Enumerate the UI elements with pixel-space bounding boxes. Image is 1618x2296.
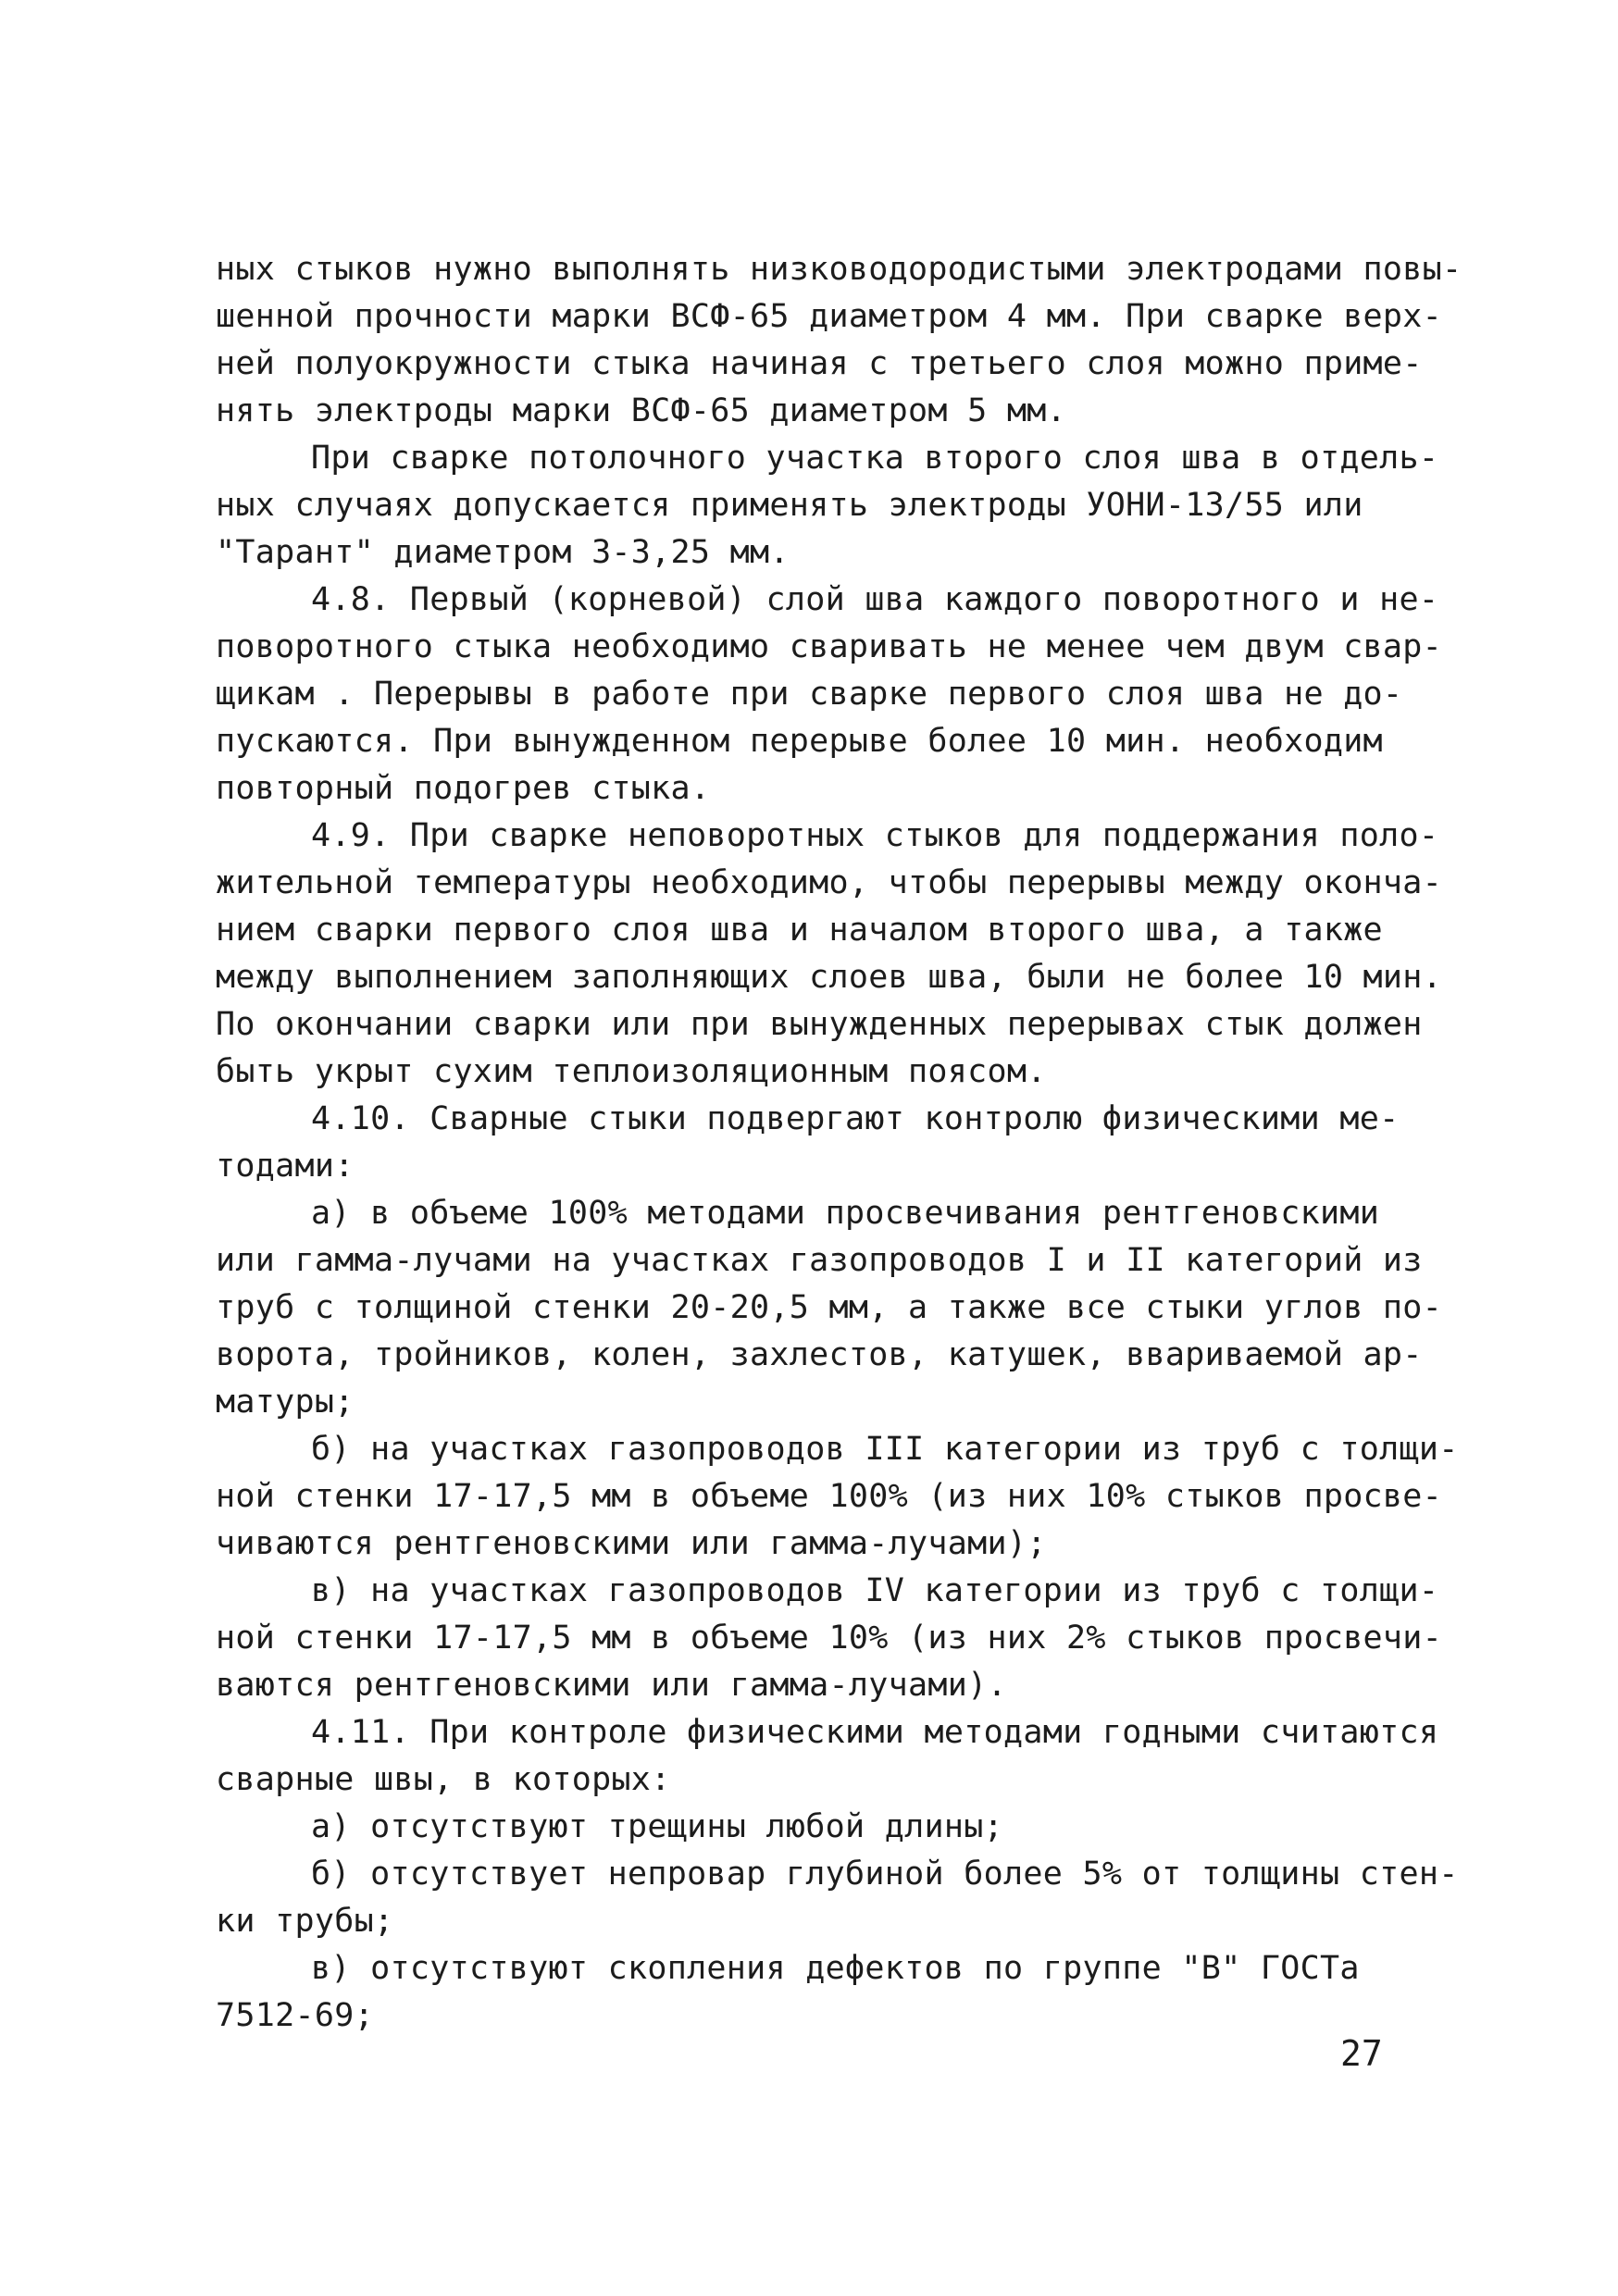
text-line: 4.9. При сварке неповоротных стыков для поддержания поло-	[311, 817, 1439, 854]
text-line: поворотного стыка необходимо сваривать не менее чем двум свар-	[216, 628, 1443, 665]
text-line: ворота, тройников, колен, захлестов, катушек, ввариваемой ар-	[216, 1336, 1423, 1373]
text-line: а) отсутствуют трещины любой длины;	[311, 1808, 1004, 1845]
text-line: щикам . Перерывы в работе при сварке первого слоя шва не до-	[216, 676, 1403, 713]
text-line: а) в объеме 100% методами просвечивания рентгеновскими	[311, 1195, 1380, 1232]
text-line: 4.8. Первый (корневой) слой шва каждого поворотного и не-	[311, 581, 1439, 618]
text-line: нием сварки первого слоя шва и началом второго шва, а также	[216, 912, 1383, 949]
text-line: По окончании сварки или при вынужденных перерывах стык должен	[216, 1006, 1423, 1043]
text-line: б) отсутствует непровар глубиной более 5% от толщины стен-	[311, 1855, 1459, 1893]
text-line: матуры;	[216, 1384, 355, 1421]
text-line: ных случаях допускается применять электроды УОНИ-13/55 или	[216, 487, 1363, 524]
text-line: 4.10. Сварные стыки подвергают контролю физическими ме-	[311, 1100, 1400, 1137]
text-line: сварные швы, в которых:	[216, 1761, 671, 1798]
text-line: 7512-69;	[216, 1997, 374, 2034]
text-line: 4.11. При контроле физическими методами годными считаются	[311, 1714, 1439, 1751]
text-line: или гамма-лучами на участках газопроводов I и II категорий из	[216, 1242, 1423, 1279]
text-line: в) на участках газопроводов IV категории из труб с толщи-	[311, 1572, 1439, 1609]
text-line: быть укрыт сухим теплоизоляционным поясом.	[216, 1053, 1047, 1090]
text-line: шенной прочности марки ВСФ-65 диаметром 4 мм. При сварке верх-	[216, 298, 1443, 335]
text-line: труб с толщиной стенки 20-20,5 мм, а также все стыки углов по-	[216, 1289, 1443, 1326]
text-line: ной стенки 17-17,5 мм в объеме 100% (из них 10% стыков просве-	[216, 1478, 1443, 1515]
text-line: между выполнением заполняющих слоев шва, были не более 10 мин.	[216, 959, 1443, 996]
text-line: ной стенки 17-17,5 мм в объеме 10% (из них 2% стыков просвечи-	[216, 1620, 1443, 1657]
text-line: нять электроды марки ВСФ-65 диаметром 5 мм.	[216, 392, 1066, 429]
text-line: "Тарант" диаметром 3-3,25 мм.	[216, 534, 790, 571]
text-line: чиваются рентгеновскими или гамма-лучами);	[216, 1525, 1047, 1562]
text-line: тодами:	[216, 1148, 355, 1185]
text-line: ней полуокружности стыка начиная с третьего слоя можно приме-	[216, 345, 1423, 382]
text-line: ваются рентгеновскими или гамма-лучами).	[216, 1667, 1007, 1704]
text-line: ки трубы;	[216, 1903, 394, 1940]
page-number: 27	[1340, 2033, 1383, 2074]
text-line: жительной температуры необходимо, чтобы перерывы между оконча-	[216, 864, 1443, 901]
text-line: пускаются. При вынужденном перерыве более 10 мин. необходим	[216, 723, 1383, 760]
text-line: в) отсутствуют скопления дефектов по группе "В" ГОСТа	[311, 1950, 1360, 1987]
text-line: При сварке потолочного участка второго слоя шва в отдель-	[311, 440, 1439, 477]
text-line: б) на участках газопроводов III категории из труб с толщи-	[311, 1431, 1459, 1468]
text-line: ных стыков нужно выполнять низководородистыми электродами повы-	[216, 251, 1462, 288]
text-line: повторный подогрев стыка.	[216, 770, 711, 807]
